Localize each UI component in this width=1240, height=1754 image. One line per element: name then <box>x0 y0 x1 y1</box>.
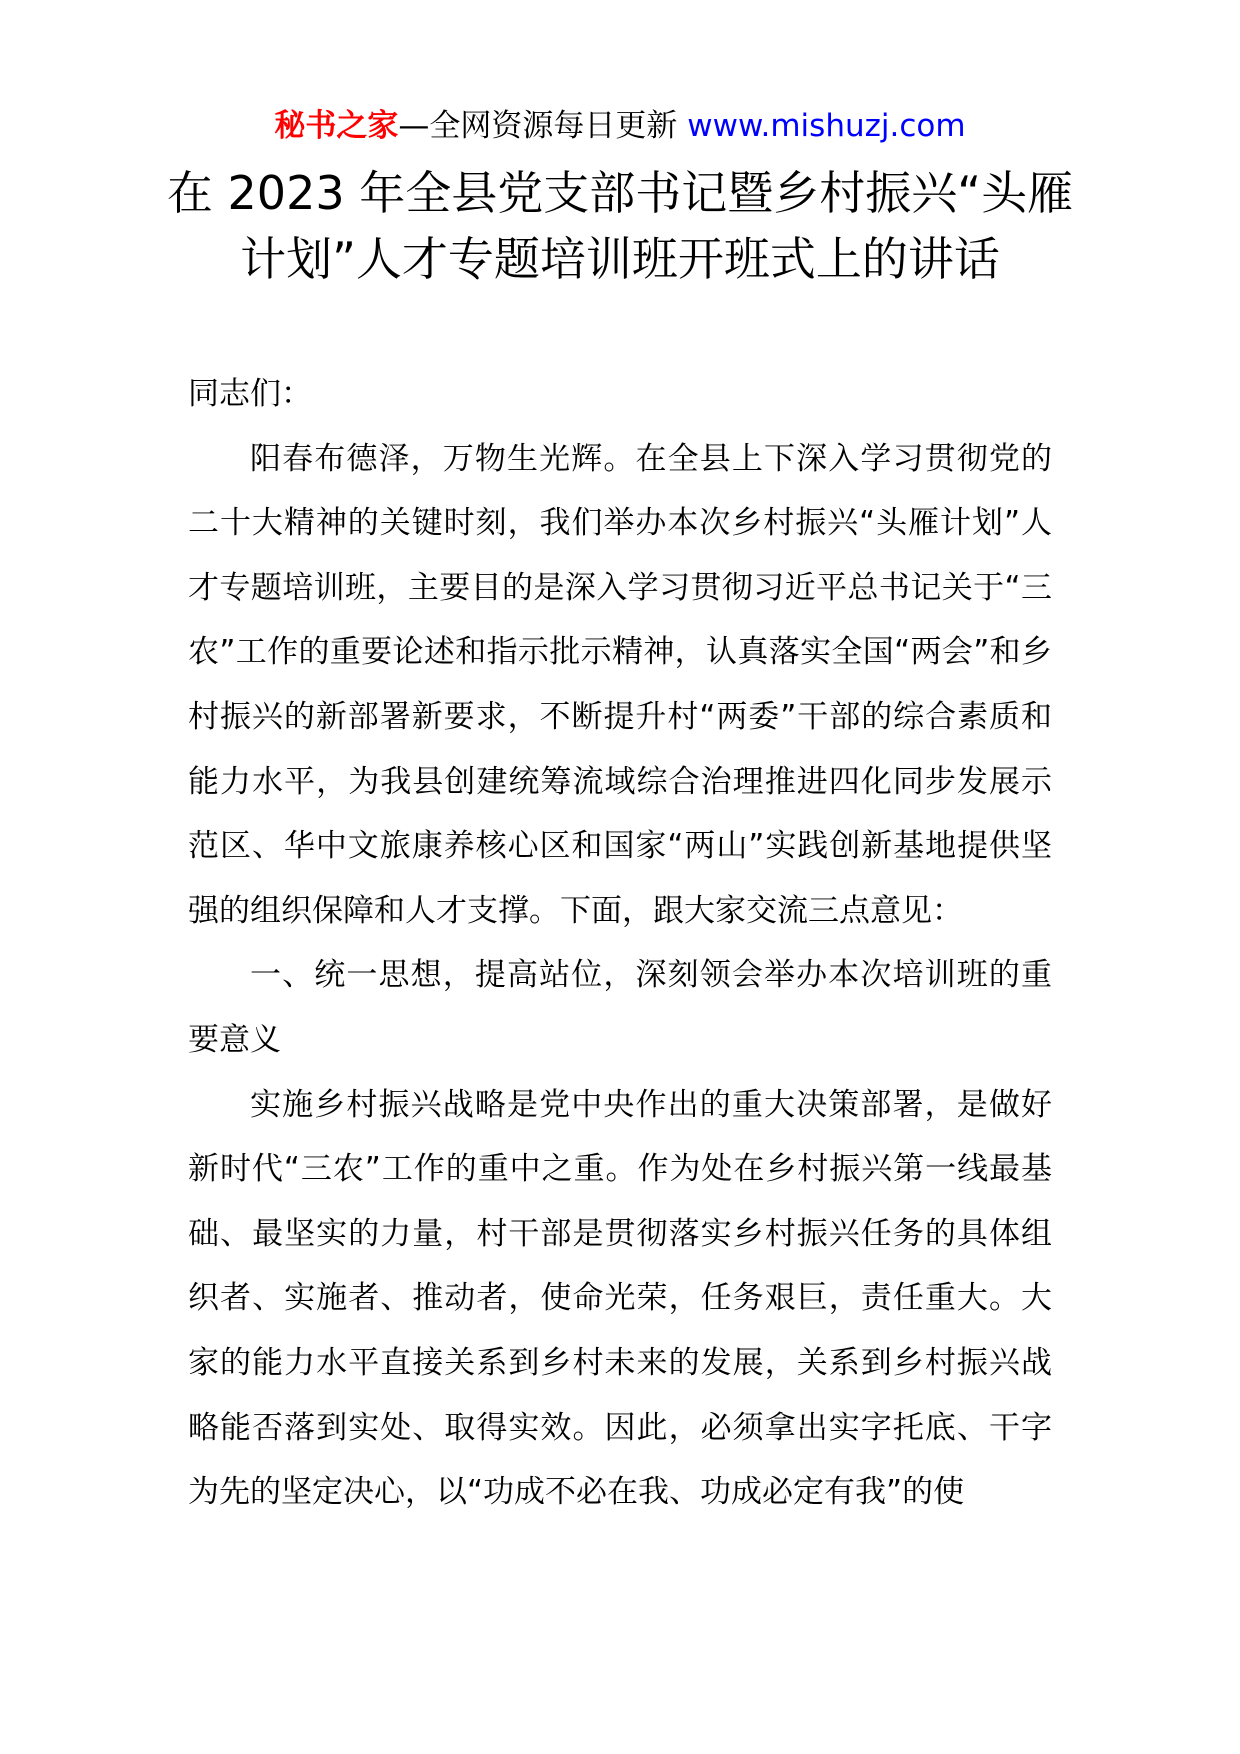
paragraph-section-1: 实施乡村振兴战略是党中央作出的重大决策部署，是做好新时代“三农”工作的重中之重。作为处在乡村振兴第一线最基础、最坚实的力量，村干部是贯彻落实乡村振兴任务的具体组织者、实施者、推动者，使命光荣，任务艰巨，责任重大。大家的能力水平直接关系到乡村未来的发展，关系到乡村振兴战略能否落到实处、取得实效。因此，必须拿出实字托底、干字为先的坚定决心，以“功成不必在我、功成必定有我”的使 <box>188 1086 1052 1511</box>
header-tagline: —全网资源每日更新 <box>398 108 678 144</box>
document-title: 在 2023 年全县党支部书记暨乡村振兴“头雁计划”人才专题培训班开班式上的讲话 <box>166 166 1074 286</box>
document-body <box>188 362 1052 1525</box>
section-heading-1: 一、统一思想，提高站位，深刻领会举办本次培训班的重要意义 <box>188 957 1052 1058</box>
paragraph-opening: 阳春布德泽，万物生光辉。在全县上下深入学习贯彻党的二十大精神的关键时刻，我们举办本次乡村振兴“头雁计划”人才专题培训班，主要目的是深入学习贯彻习近平总书记关于“三农”工作的重要论述和指示批示精神，认真落实全国“两会”和乡村振兴的新部署新要求，不断提升村“两委”干部的综合素质和能力水平，为我县创建统筹流域综合治理推进四化同步发展示范区、华中文旅康养核心区和国家“两山”实践创新基地提供坚强的组织保障和人才支撑。下面，跟大家交流三点意见： <box>188 440 1052 929</box>
salutation: 同志们： <box>188 376 312 412</box>
site-url[interactable]: www.mishuzj.com <box>687 108 966 144</box>
site-header <box>0 104 1240 148</box>
brand-name: 秘书之家 <box>274 108 399 144</box>
